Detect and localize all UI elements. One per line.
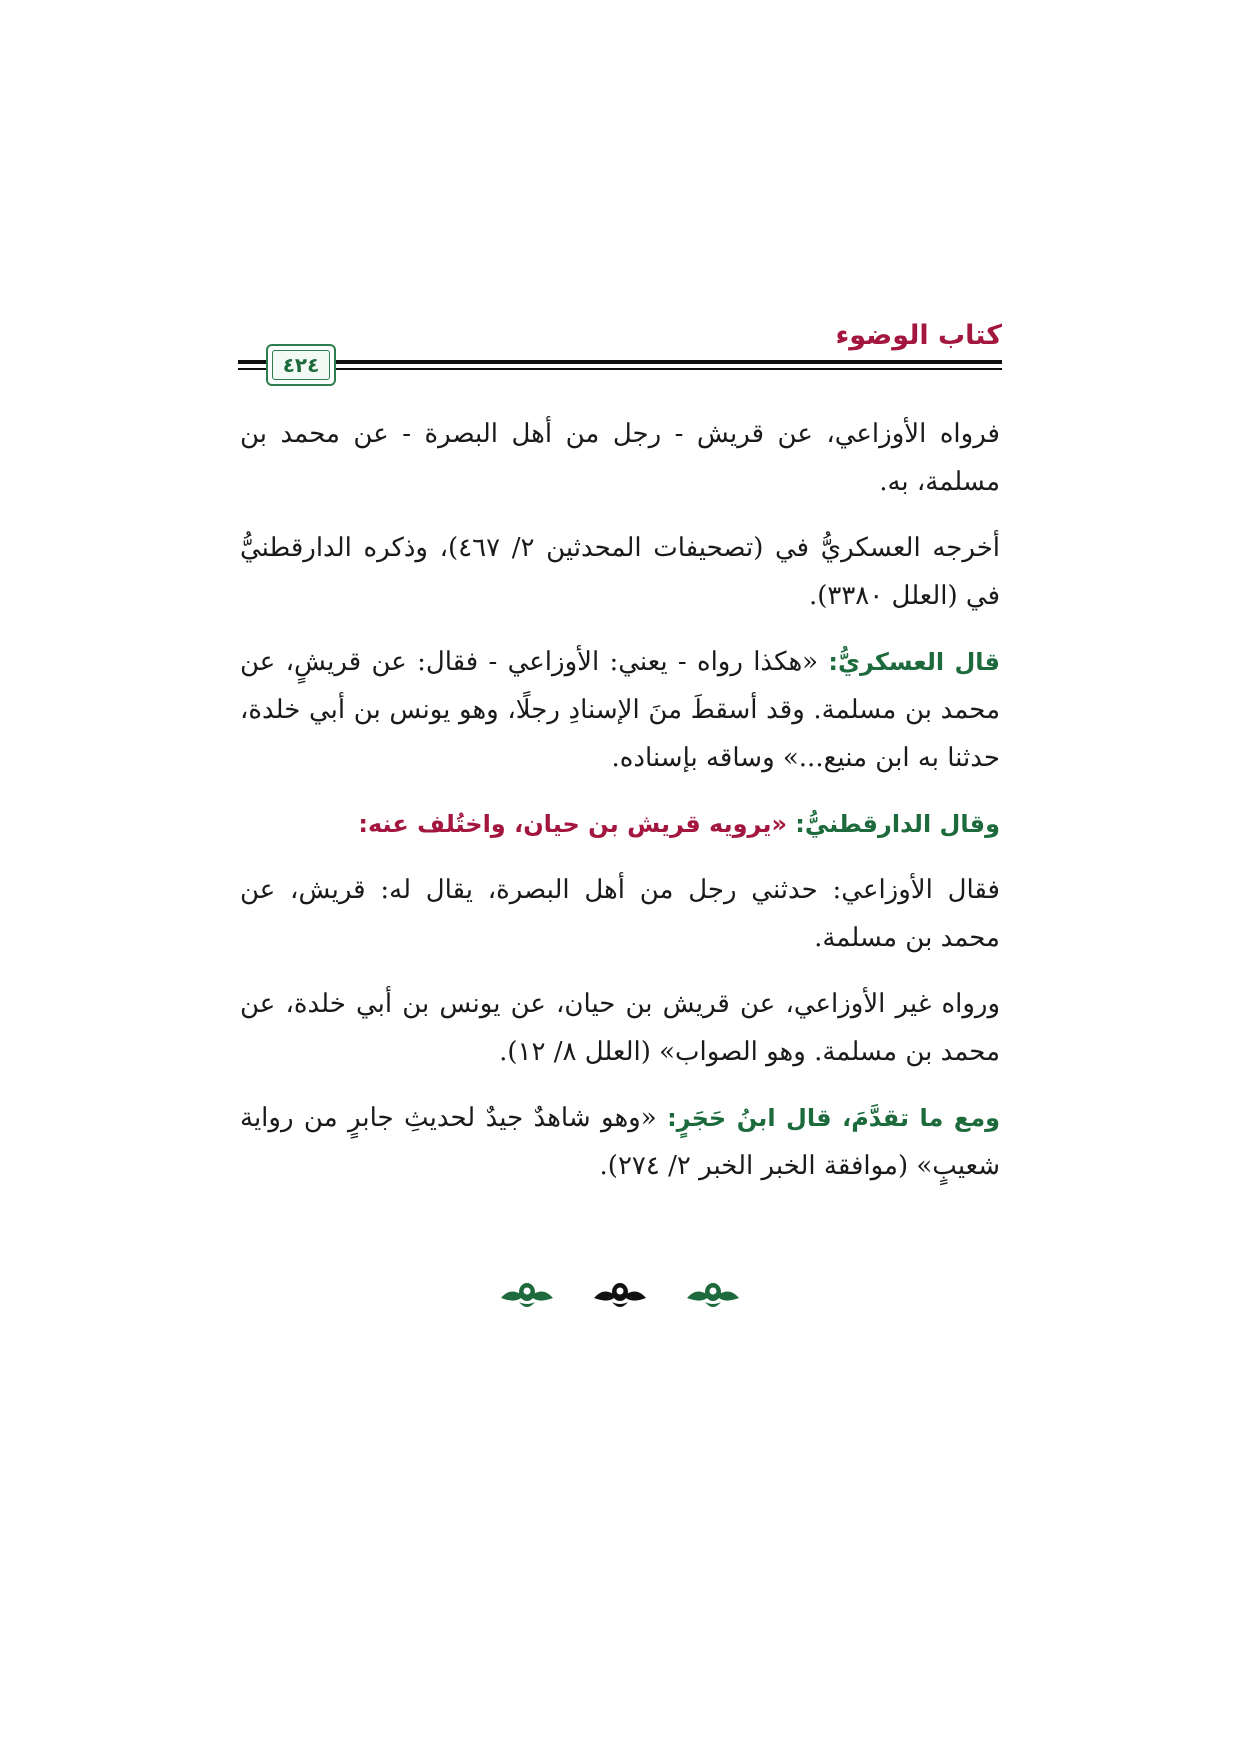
paragraph-lead: ومع ما تقدَّمَ، قال ابنُ حَجَرٍ: xyxy=(667,1104,1001,1132)
page-number-badge xyxy=(266,344,336,386)
paragraph xyxy=(240,1094,1000,1190)
paragraph-lead: قال العسكريُّ: xyxy=(828,648,1001,676)
paragraph-text: ورواه غير الأوزاعي، عن قريش بن حيان، عن يونس بن أبي خلدة، عن محمد بن مسلمة. وهو الصواب» (العلل ٨/ ١٢). xyxy=(240,989,1000,1067)
paragraph xyxy=(240,980,1000,1076)
section-end-ornaments xyxy=(0,1278,1240,1318)
paragraph xyxy=(240,410,1000,506)
header-rule xyxy=(238,360,1002,364)
paragraph-lead: وقال الدارقطنيُّ: xyxy=(795,810,1000,838)
page-body xyxy=(240,410,1000,1208)
header-rule-thin xyxy=(238,368,1002,370)
paragraph xyxy=(240,524,1000,620)
paragraph-text: «هكذا رواه - يعني: الأوزاعي - فقال: عن قريشٍ، عن محمد بن مسلمة. وقد أسقطَ منَ الإسنادِ رجلًا، وهو يونس بن أبي خلدة، حدثنا به ابن منيع...» وساقه بإسناده. xyxy=(240,647,1000,773)
paragraph xyxy=(240,800,1000,848)
paragraph-text: «وهو شاهدٌ جيدٌ لحديثِ جابرٍ من رواية شعيبٍ» (موافقة الخبر الخبر ٢/ ٢٧٤). xyxy=(240,1103,1000,1181)
floral-ornament-icon xyxy=(497,1278,557,1318)
paragraph-text: فرواه الأوزاعي، عن قريش - رجل من أهل البصرة - عن محمد بن مسلمة، به. xyxy=(240,419,1000,497)
paragraph xyxy=(240,638,1000,782)
paragraph-text: فقال الأوزاعي: حدثني رجل من أهل البصرة، يقال له: قريش، عن محمد بن مسلمة. xyxy=(240,875,1000,953)
floral-ornament-icon xyxy=(590,1278,650,1318)
paragraph-text: أخرجه العسكريُّ في (تصحيفات المحدثين ٢/ ٤٦٧)، وذكره الدارقطنيُّ في (العلل ٣٣٨٠). xyxy=(240,533,1001,611)
page-number: ٤٢٤ xyxy=(282,353,320,377)
paragraph-text: «يرويه قريش بن حيان، واختُلف عنه: xyxy=(358,810,787,838)
book-title: كتاب الوضوء xyxy=(835,320,1002,351)
paragraph xyxy=(240,866,1000,962)
page-header xyxy=(238,312,1002,382)
floral-ornament-icon xyxy=(683,1278,743,1318)
